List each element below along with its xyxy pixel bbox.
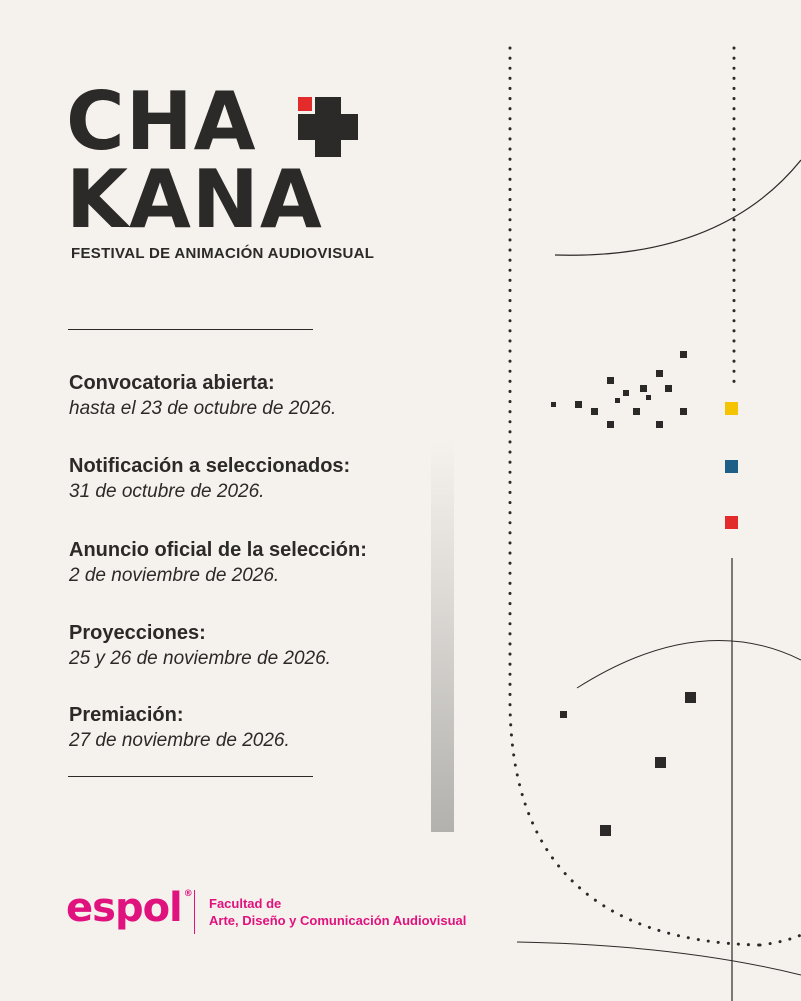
event-date: 31 de octubre de 2026.	[69, 481, 265, 502]
thin-arc-bottom	[577, 640, 801, 688]
dotted-bottom-line	[760, 935, 801, 945]
event-date: 25 y 26 de noviembre de 2026.	[69, 648, 331, 669]
event-date: 2 de noviembre de 2026.	[69, 565, 280, 586]
espol-logo	[66, 885, 192, 931]
event-date: hasta el 23 de octubre de 2026.	[69, 398, 337, 419]
event-title: Convocatoria abierta:	[69, 372, 275, 394]
dotted-curve-line	[510, 48, 760, 945]
thin-bottom-line	[517, 942, 801, 975]
registered-mark: ®	[183, 889, 192, 899]
yellow-square	[725, 402, 738, 415]
event-title: Notificación a seleccionados:	[69, 455, 351, 477]
festival-subtitle: FESTIVAL DE ANIMACIÓN AUDIOVISUAL	[71, 245, 375, 262]
faculty-name	[209, 895, 466, 929]
red-square	[725, 516, 738, 529]
faculty-line-1: Facultad de	[209, 896, 282, 911]
event-title: Premiación:	[69, 704, 184, 726]
faculty-line-2: Arte, Diseño y Comunicación Audiovisual	[209, 913, 467, 928]
event-date: 27 de noviembre de 2026.	[69, 730, 290, 751]
footer-divider	[194, 890, 195, 934]
espol-wordmark: espol	[66, 885, 182, 931]
blue-square	[725, 460, 738, 473]
scattered-squares	[560, 692, 696, 836]
logo-word-kana: KANA	[66, 153, 323, 246]
pixel-cluster	[551, 351, 687, 428]
event-title: Anuncio oficial de la selección:	[69, 539, 367, 561]
thin-arc-top	[555, 160, 801, 255]
event-title: Proyecciones:	[69, 622, 206, 644]
logo-word-cha: CHA	[66, 75, 257, 168]
